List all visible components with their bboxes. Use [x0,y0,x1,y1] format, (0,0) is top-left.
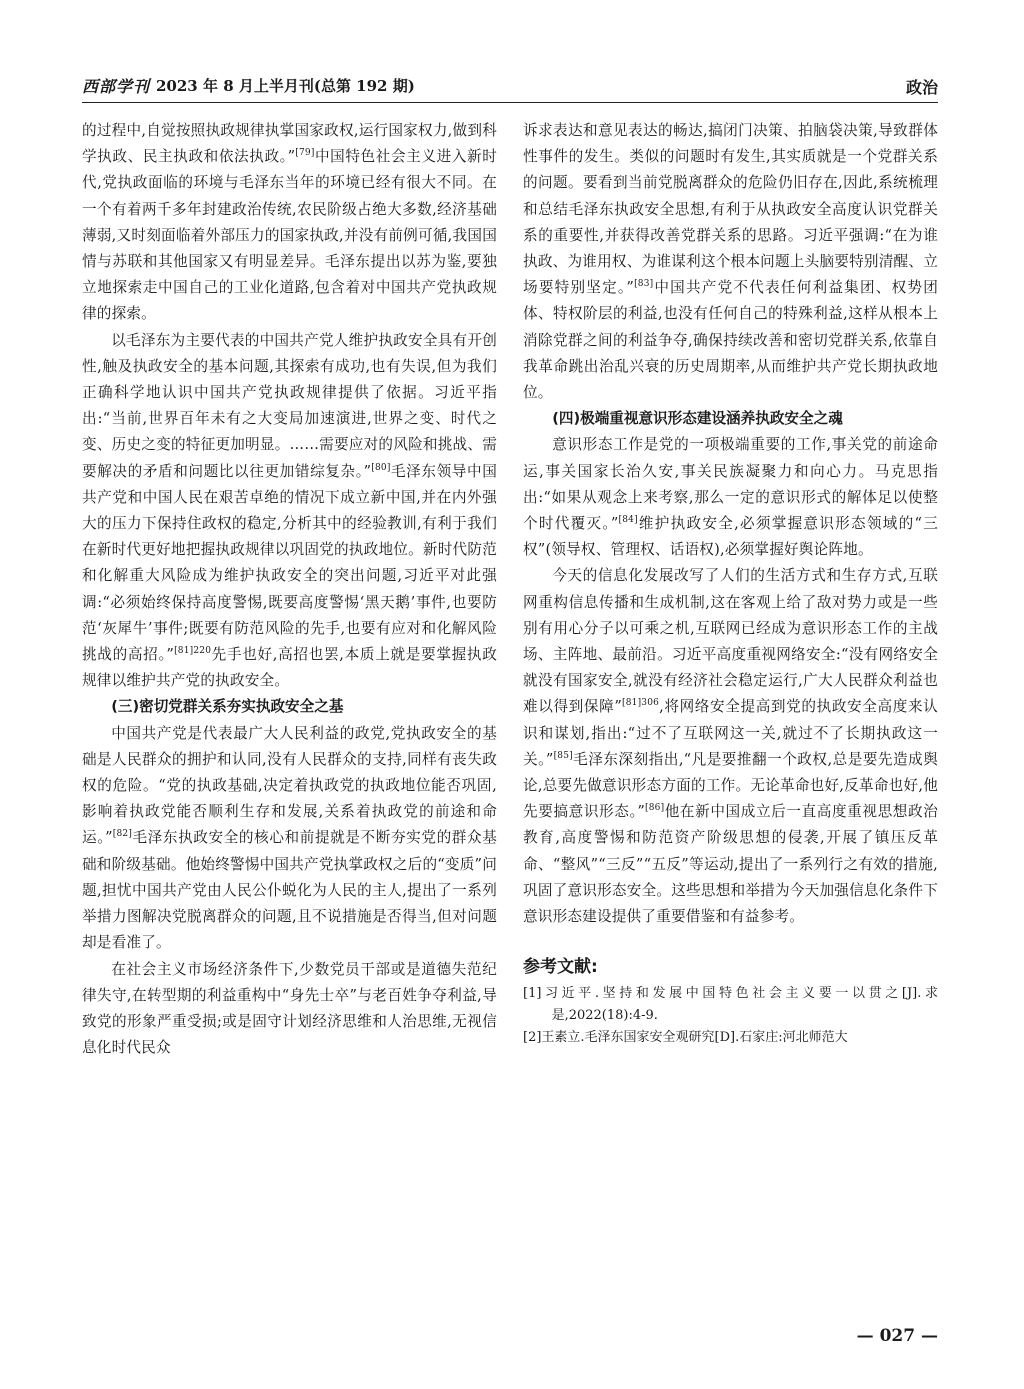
reference-item: [2]王素立.毛泽东国家安全观研究[D].石家庄:河北师范大 [523,1030,848,1046]
journal-logo: 西部学刊 [82,77,151,96]
citation: [82] [112,829,133,840]
paragraph: 意识形态工作是党的一项极端重要的工作,事关党的前途命运,事关国家长治久安,事关民族凝聚力和向心力。马克思指出:“如果从观念上来考察,那么一定的意识形式的解体足以使整个时代覆灭。”[84]维护执政安全,必须掌握意识形态领域的“三权”(领导权、管理权、话语权),必须掌握好舆论阵地。 [523,436,938,559]
section-heading: (四)极端重视意识形态建设涵养执政安全之魂 [552,410,843,428]
paragraph: 中国共产党是代表最广大人民利益的政党,党执政安全的基础是人民群众的拥护和认同,没有人民群众的支持,同样有丧失政权的危险。“党的执政基础,决定着执政党的执政地位能否巩固,影响着执政党能否顺利生存和发展,关系着执政党的前途和命运。”[82]毛泽东执政安全的核心和前提就是不断夯实党的群众基础和阶级基础。他始终警惕中国共产党执掌政权之后的“变质”问题,担忧中国共产党由人民公仆蜕化为人民的主人,提出了一系列举措力图解决党脱离群众的问题,且不说措施是否得当,但对问题却是看准了。 [82,724,497,952]
citation: [81]306 [622,698,660,709]
citation: [84] [618,515,638,526]
page-number: — 027 — [856,1326,938,1346]
paragraph: 诉求表达和意见表达的畅达,搞闭门决策、拍脑袋决策,导致群体性事件的发生。类似的问题时有发生,其实质就是一个党群关系的问题。要看到当前党脱离群众的危险仍旧存在,因此,系统梳理和总结毛泽东执政安全思想,有利于从执政安全高度认识党群关系的重要性,并获得改善党群关系的思路。习近平强调:“在为谁执政、为谁用权、为谁谋利这个根本问题上头脑要特别清醒、立场要特别坚定。”[83]中国共产党不代表任何利益集团、权势团体、特权阶层的利益,也没有任何自己的特殊利益,这样从根本上消除党群之间的利益争夺,确保持续改善和密切党群关系,依靠自我革命跳出治乱兴衰的历史周期率,从而维护共产党长期执政地位。 [523,122,938,402]
citation: [79] [295,148,315,159]
citation: [83] [634,279,654,290]
paragraph: 今天的信息化发展改写了人们的生活方式和生存方式,互联网重构信息传播和生成机制,这在客观上给了敌对势力或是一些别有用心分子以可乘之机,互联网已经成为意识形态工作的主战场、主阵地、最前沿。习近平高度重视网络安全:“没有网络安全就没有国家安全,就没有经济社会稳定运行,广大人民群众利益也难以得到保障”$^{[81]306}$,将网络安全提高到党的执政安全高度来认识和谋划,指出:“过不了互联网这一关,就过不了长期执政这一关。”[85]毛泽东深刻指出,“凡是要推翻一个政权,总是要先造成舆论,总要先做意识形态方面的工作。无论革命也好,反革命也好,他先要搞意识形态。”[86]他在新中国成立后一直高度重视思想政治教育,高度警惕和防范资产阶级思想的侵袭,开展了镇压反革命、“整风”“三反”“五反”等运动,提出了一系列行之有效的措施,巩固了意识形态安全。这些思想和举措为今天加强信息化条件下意识形态建设提供了重要借鉴和有益参考。 [523,567,938,926]
section-label: 政治 [905,78,938,97]
paragraph: 以毛泽东为主要代表的中国共产党人维护执政安全具有开创性,触及执政安全的基本问题,其探索有成功,也有失误,但为我们正确科学地认识中国共产党执政规律提供了依据。习近平指出:“当前,世界百年未有之大变局加速演进,世界之变、时代之变、历史之变的特征更加明显。……需要应对的风险和挑战、需要解决的矛盾和问题比以往更加错综复杂。”[80]毛泽东领导中国共产党和中国人民在艰苦卓绝的情况下成立新中国,并在内外强大的压力下保持住政权的稳定,分析其中的经验教训,有利于我们在新时代更好地把握执政规律以巩固党的执政地位。新时代防范和化解重大风险成为维护执政安全的突出问题,习近平对此强调:“必须始终保持高度警惕,既要高度警惕‘黑天鹅’事件,也要防范‘灰犀牛’事件;既要有防范风险的先手,也要有应对和化解风险挑战的高招。”$^{[81]220}$先手也好,高招也罢,本质上就是要掌握执政规律以维护共产党的执政安全。 [82,331,498,690]
citation: [85] [553,751,573,762]
citation: [80] [371,462,391,473]
section-heading: (三)密切党群关系夯实执政安全之基 [111,698,344,716]
right-column [523,118,938,1368]
paragraph: 的过程中,自觉按照执政规律执掌国家政权,运行国家权力,做到科学执政、民主执政和依法执政。”[79]中国特色社会主义进入新时代,党执政面临的环境与毛泽东当年的环境已经有很大不同。在一个有着两千多年封建政治传统,农民阶级占绝大多数,经济基础薄弱,又时刻面临着外部压力的国家执政,并没有前例可循,我国国情与苏联和其他国家又有明显差异。毛泽东提出以苏为鉴,要独立地探索走中国自己的工业化道路,包含着对中国共产党执政规律的探索。 [82,122,497,323]
paragraph: 在社会主义市场经济条件下,少数党员干部或是道德失范纪律失守,在转型期的利益重构中“身先士卒”与老百姓争夺利益,导致党的形象严重受损;或是固守计划经济思维和人治思维,无视信息化时代民众 [82,960,497,1057]
issue-info: 2023 年 8 月上半月刊(总第 192 期) [156,77,415,95]
citation: [86] [645,803,665,814]
left-column [82,118,497,1368]
reference-item: [1]习近平.坚持和发展中国特色社会主义要一以贯之[J].求是,2022(18):4-9. [523,986,938,1024]
citation: [81]220 [174,646,212,657]
running-header [82,72,938,103]
references-title: 参考文献: [523,957,598,978]
